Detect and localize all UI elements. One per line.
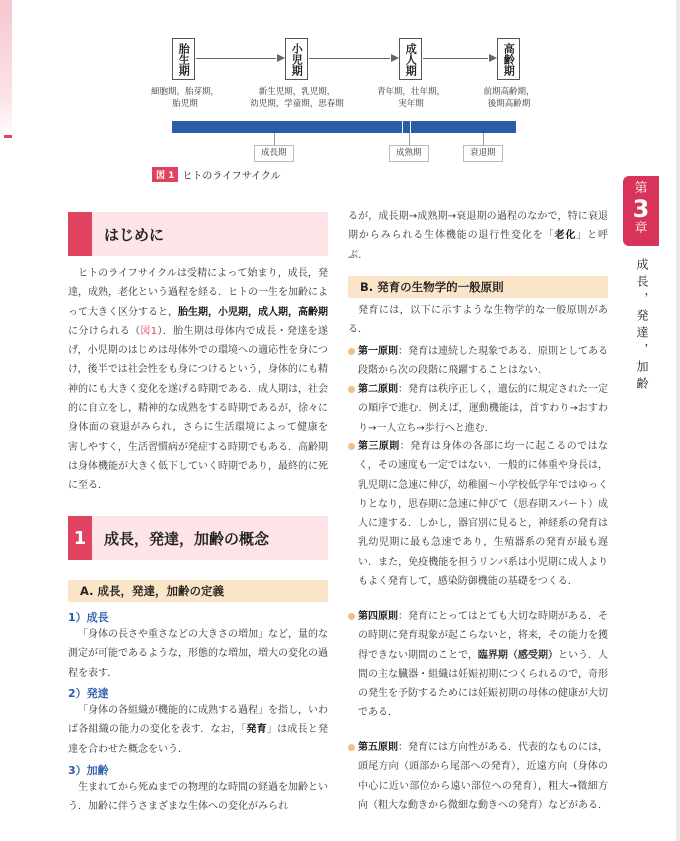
subsection-b-heading	[348, 276, 608, 298]
heading-accent	[68, 212, 92, 256]
term-growth-definition	[68, 625, 328, 683]
phase-growth: 成長期	[254, 145, 294, 162]
definition-text: 」は成長と発達を合わせた概念をいう．	[68, 724, 329, 755]
term-aging-heading: 3）加齢	[68, 764, 109, 777]
arrow-line	[423, 58, 488, 59]
term-development-heading: 2）発達	[68, 687, 109, 700]
sublabel-line: 幼児期，学童期，思春期	[250, 99, 344, 109]
principles-intro	[348, 301, 608, 340]
figure-number: 図 1	[152, 167, 178, 182]
section-number: 1	[68, 516, 92, 560]
section-1-heading	[68, 516, 328, 560]
chapter-number: 3	[632, 195, 650, 223]
figure-reference-link[interactable]: 図1	[140, 325, 158, 337]
intro-text: ）．胎生期は母体内で成長・発達を遂げ，小児期のはじめは母体外での環境への適応性を身につけ，後半では社会性をも身につけるという，身体的にも精神的にも大きく変化を遂げる時期である．成人期は，社会的に自立をし，精神的な成熟をする時期であるが，徐々に身体面の衰退がみられ，さらに生活環境によって健康を害しやすく，生活習慣病が発症する時期でもある．高齢期は身体機能が大きく低下していく時期であり，最終的に死に至る．	[68, 325, 329, 492]
continuation-text: 」と呼ぶ．	[348, 230, 609, 261]
principle-4	[348, 607, 608, 723]
development-emphasis: 発育	[246, 724, 267, 736]
principle-label: 第三原則	[358, 441, 400, 452]
principle-3	[348, 437, 608, 591]
arrow-right-icon	[277, 54, 285, 62]
phase-connector	[274, 133, 275, 145]
term-development-definition	[68, 701, 328, 759]
figure-caption	[152, 167, 281, 182]
intro-text: に分けられる（	[68, 325, 141, 337]
bullet-icon	[348, 613, 355, 620]
sublabel-line: 前期高齢期，	[483, 87, 535, 97]
subsection-b-title: B. 発育の生物学的一般原則	[360, 280, 504, 294]
critical-period-emphasis: 臨界期（感受期）	[477, 649, 558, 661]
stage-elderly: 高齢期	[497, 38, 520, 80]
stage-fetal-sublabel	[140, 86, 230, 110]
figure-caption-text: ヒトのライフサイクル	[182, 171, 281, 182]
intro-paragraph	[68, 264, 328, 496]
principle-2	[348, 380, 608, 438]
principle-text: ：発育にとってはとても大切な時期がある．その時期に発育現象が起こらないと，将来，その能力を獲得できない期間のことで，	[358, 611, 608, 661]
arrow-right-icon	[391, 54, 399, 62]
definition-text: 「身体の各組織が機能的に成熟する過程」を指し，いわば各組織の能力の変化を表す．なお，「	[68, 705, 328, 736]
stage-adult: 成人期	[399, 38, 422, 80]
life-timeline-bar	[172, 121, 516, 133]
definition-text: 生まれてから死ぬまでの物理的な時間の経過を加齢という．加齢に伴うさまざまな生体への変化がみられ	[68, 782, 328, 813]
bullet-icon	[348, 386, 355, 393]
subsection-a-heading	[68, 580, 328, 602]
principle-text: という．人間の主な臓器・組織は妊娠初期につくられるので，奇形の発生を予防するためには妊娠初期の母体の健康が大切である．	[358, 649, 608, 719]
chapter-title: 成長，発達，加齢	[635, 258, 649, 394]
principle-label: 第五原則	[358, 742, 398, 753]
chapter-tab	[623, 176, 659, 246]
principle-1	[348, 342, 608, 381]
arrow-line	[309, 58, 390, 59]
definition-text: 「身体の長さや重さなどの大きさの増加」など，量的な測定が可能であるような，形態的な増加，増大の変化の過程を表す．	[68, 629, 328, 679]
chapter-prefix: 第	[634, 181, 648, 196]
subsection-a-title: A. 成長，発達，加齢の定義	[80, 584, 224, 598]
continuation-text: るが，成長期→成熟期→衰退期の過程のなかで，特に衰退期からみられる生体機能の退行性変化を「	[348, 211, 608, 242]
intro-heading-text: はじめに	[104, 225, 165, 244]
term-growth-heading: 1）成長	[68, 611, 109, 624]
principle-label: 第四原則	[358, 611, 399, 622]
section-1-title: 成長，発達，加齢の概念	[104, 529, 270, 548]
page-edge-mark	[4, 135, 12, 138]
page-right-rule	[676, 0, 680, 841]
intro-heading	[68, 212, 328, 256]
bullet-icon	[348, 744, 355, 751]
phase-connector	[409, 133, 410, 145]
sublabel-line: 新生児期，乳児期，	[258, 87, 336, 97]
stage-child-sublabel	[243, 86, 351, 110]
principle-text: ：発育には方向性がある．代表的なものには，頭尾方向（頭部から尾部への発育），近遠方向（身体の中心に近い部位から遠い部位への発育），粗大→微細方向（粗大な動きから微細な動きへの発育）などがある．	[358, 742, 608, 811]
sublabel-line: 後期高齢期	[487, 99, 531, 109]
principles-intro-text: 発育には，以下に示すような生物学的な一般原則がある．	[348, 305, 608, 336]
sublabel-line: 青年期，壮年期，	[376, 87, 445, 97]
life-stages-emphasis: 胎生期，小児期，成人期，高齢期	[178, 306, 328, 318]
principle-label: 第一原則	[358, 346, 398, 357]
arrow-right-icon	[489, 54, 497, 62]
principle-label: 第二原則	[358, 384, 399, 395]
aging-emphasis: 老化	[554, 230, 577, 242]
principle-5	[348, 738, 608, 815]
aging-continuation	[348, 207, 608, 265]
stage-child: 小児期	[285, 38, 308, 80]
bullet-icon	[348, 348, 355, 355]
principle-text: ：発育は身体の各部に均一に起こるのではなく，その速度も一定ではない．一般的に体重や身長は，乳児期に急速に伸び，幼稚園〜小学校低学年ではゆっくりとなり，思春期に急速に伸びて（思春期スパート）成人に達する．しかし，器官別に見ると，神経系の発育は乳幼児期に最も急速であり，生殖器系の発育が最も遅い．また，免疫機能を担うリンパ系は小児期に成人よりもよく発育して，感染防御機能の基礎をつくる．	[358, 441, 609, 588]
stage-fetal: 胎生期	[172, 38, 195, 80]
arrow-line	[196, 58, 276, 59]
timeline-tick	[410, 121, 411, 133]
phase-maturity: 成熟期	[389, 145, 429, 162]
chapter-suffix: 章	[634, 221, 648, 236]
stage-adult-sublabel	[370, 86, 452, 110]
timeline-tick	[402, 121, 403, 133]
bullet-icon	[348, 443, 355, 450]
stage-elderly-sublabel	[470, 86, 548, 110]
principle-text: ：発育は秩序正しく，遺伝的に規定された一定の順序で進む．例えば，運動機能は，首すわり→おすわり→一人立ち→歩行へと進む．	[358, 384, 608, 434]
sublabel-line: 胎児期	[172, 99, 198, 109]
phase-decline: 衰退期	[463, 145, 503, 162]
page-edge-accent	[0, 0, 12, 140]
principle-text: ：発育は連続した現象である．原則としてある段階から次の段階に飛躍することはない．	[358, 346, 608, 377]
sublabel-line: 細胞期，胎芽期，	[150, 87, 219, 97]
phase-connector	[483, 133, 484, 145]
term-aging-definition	[68, 778, 328, 817]
intro-text: ヒトのライフサイクルは受精によって始まり，成長，発達，成熟，老化という過程を経る．ヒトの一生を加齢によって大きく区分すると，	[68, 268, 328, 318]
sublabel-line: 実年期	[398, 99, 424, 109]
